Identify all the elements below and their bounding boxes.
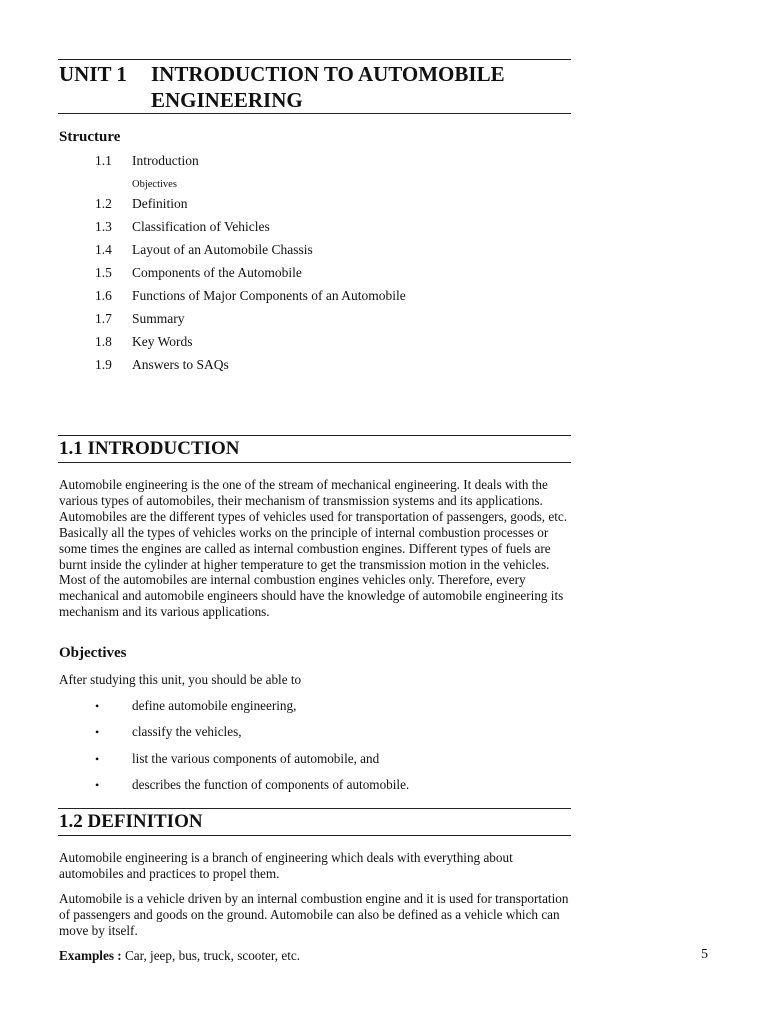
toc-item — [95, 333, 555, 356]
toc-item — [95, 310, 555, 333]
toc-item-label: Answers to SAQs — [132, 357, 229, 372]
unit-number: UNIT 1 — [59, 62, 127, 86]
toc-item-label: Layout of an Automobile Chassis — [132, 242, 313, 257]
toc-item-number: 1.6 — [95, 288, 112, 303]
toc-item — [95, 218, 555, 241]
toc-item-label: Classification of Vehicles — [132, 219, 270, 234]
title-bottom-rule — [58, 113, 571, 114]
list-item — [95, 776, 565, 802]
objective-text: describes the function of components of automobile. — [132, 776, 410, 792]
toc-item-label: Objectives — [132, 179, 177, 190]
introduction-top-rule — [58, 435, 571, 436]
toc-item-number: 1.3 — [95, 219, 112, 234]
definition-bottom-rule — [58, 835, 571, 836]
introduction-heading: 1.1 INTRODUCTION — [59, 438, 240, 459]
toc-item — [95, 152, 555, 175]
unit-title — [59, 61, 579, 113]
structure-list — [95, 152, 555, 379]
bullet-icon: • — [95, 699, 100, 713]
toc-item — [95, 241, 555, 264]
examples-label: Examples : — [59, 948, 122, 963]
definition-paragraph-2: Automobile is a vehicle driven by an internal combustion engine and it is used for transportation of passengers and goods on the ground. Automobile can also be defined as a vehicle which can move by itself. — [59, 891, 569, 938]
objective-text: classify the vehicles, — [132, 724, 242, 740]
toc-item-number: 1.4 — [95, 242, 112, 257]
title-top-rule — [58, 59, 571, 60]
toc-item-label: Key Words — [132, 334, 193, 349]
examples-text: Car, jeep, bus, truck, scooter, etc. — [121, 948, 301, 963]
page-number: 5 — [701, 947, 708, 962]
toc-item-label: Summary — [132, 311, 185, 326]
toc-item-number: 1.5 — [95, 265, 112, 280]
introduction-paragraph: Automobile engineering is the one of the stream of mechanical engineering. It deals with the various types of automobiles, their mechanism of transmission systems and its applications. Automobiles are the different types of vehicles used for transportation of passengers, goods, etc. Basically all the types of vehicles works on the principle of internal combustion processes or some times the engines are called as internal combustion engines. Different types of fuels are burnt inside the cylinder at higher temperature to get the transmission motion in the vehicles. Most of the automobiles are internal combustion engines vehicles only. Therefore, every mechanical and automobile engineers should have the knowledge of automobile engineering its mechanism and its various applications. — [59, 477, 568, 620]
objectives-lead: After studying this unit, you should be able to — [59, 672, 302, 687]
structure-heading: Structure — [59, 129, 121, 145]
toc-item-number: 1.7 — [95, 311, 112, 326]
toc-item-number: 1.2 — [95, 196, 112, 211]
toc-item-label: Components of the Automobile — [132, 265, 302, 280]
toc-item — [95, 195, 555, 218]
bullet-icon: • — [95, 751, 100, 766]
objective-text: list the various components of automobile, and — [132, 750, 380, 766]
toc-subitem — [95, 175, 555, 195]
objectives-list — [95, 697, 565, 802]
definition-top-rule — [58, 808, 571, 809]
introduction-bottom-rule — [58, 462, 571, 463]
list-item — [95, 723, 565, 749]
toc-item — [95, 356, 555, 379]
examples-line — [59, 948, 300, 964]
toc-item-label: Introduction — [132, 153, 199, 168]
toc-item — [95, 287, 555, 310]
definition-paragraph-1: Automobile engineering is a branch of engineering which deals with everything about automobiles and practices to propel them. — [59, 850, 513, 881]
toc-item-label: Definition — [132, 196, 188, 211]
unit-title-line2: ENGINEERING — [151, 88, 303, 112]
toc-item — [95, 264, 555, 287]
toc-item-number: 1.9 — [95, 357, 112, 372]
bullet-icon: • — [95, 725, 100, 740]
list-item — [95, 750, 565, 776]
toc-item-number: 1.1 — [95, 153, 112, 168]
definition-heading: 1.2 DEFINITION — [59, 811, 203, 832]
unit-title-line1: INTRODUCTION TO AUTOMOBILE — [151, 62, 505, 86]
objective-text: define automobile engineering, — [132, 698, 297, 713]
bullet-icon: • — [95, 777, 100, 792]
list-item — [95, 697, 565, 723]
objectives-heading: Objectives — [59, 645, 127, 661]
toc-item-label: Functions of Major Components of an Automobile — [132, 288, 406, 303]
toc-item-number: 1.8 — [95, 334, 112, 349]
